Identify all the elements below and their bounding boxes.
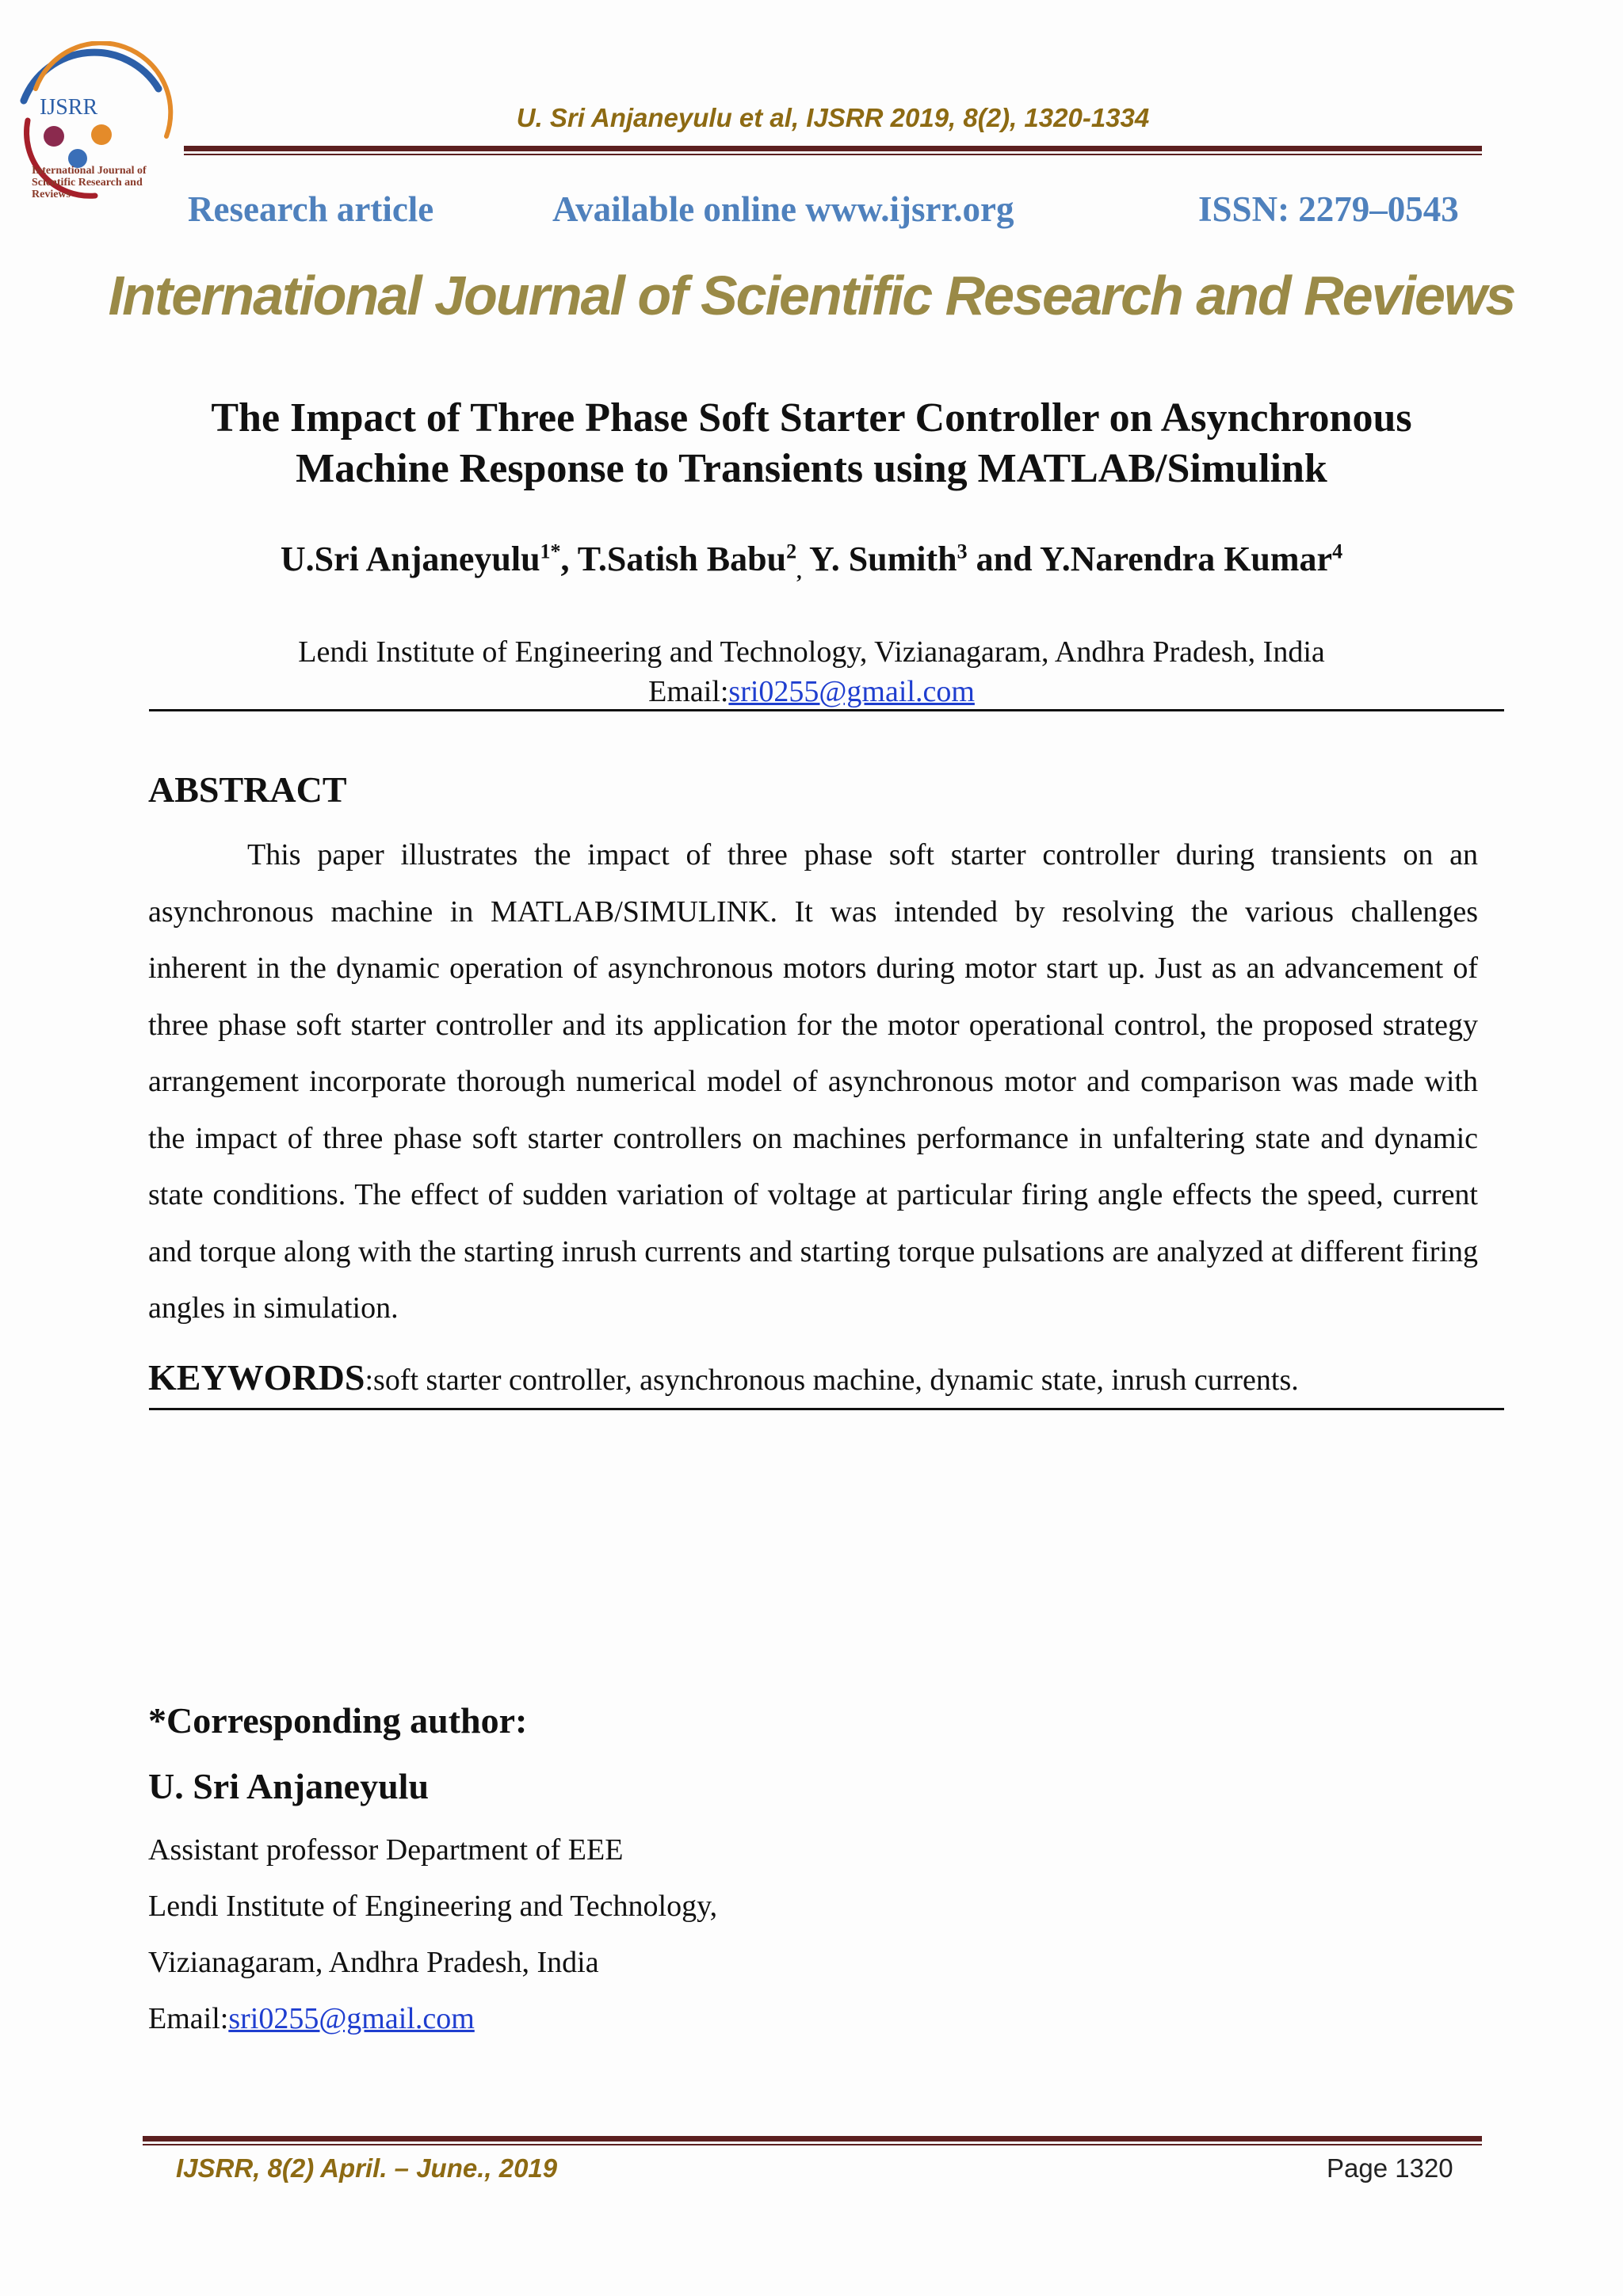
- corresponding-email-link[interactable]: sri0255@gmail.com: [228, 2002, 475, 2035]
- header-rule: [184, 146, 1482, 151]
- author-list: [119, 539, 1504, 584]
- affiliation-block: [119, 632, 1504, 711]
- corresponding-position: Assistant professor Department of EEE: [148, 1833, 624, 1867]
- article-type: Research article: [188, 189, 434, 229]
- logo-caption: International Journal of Scientific Research and Reviews: [32, 165, 147, 200]
- corresponding-location: Vizianagaram, Andhra Pradesh, India: [148, 1946, 599, 1979]
- paper-title-line-2: Machine Response to Transients using MATLAB/Simulink: [296, 446, 1327, 491]
- paper-title-line-1: The Impact of Three Phase Soft Starter Controller on Asynchronous: [211, 395, 1412, 441]
- header-rule-thin: [184, 154, 1482, 155]
- author-name: Y.Narendra Kumar: [1039, 540, 1333, 578]
- section-divider: [149, 1408, 1504, 1410]
- email-label: Email:: [648, 675, 729, 708]
- author-affiliation-mark: 4: [1332, 540, 1343, 563]
- author-separator: ,: [796, 559, 802, 583]
- running-header: U. Sri Anjaneyulu et al, IJSRR 2019, 8(2), 1320-1334: [516, 103, 1150, 132]
- corresponding-name: U. Sri Anjaneyulu: [148, 1766, 430, 1806]
- paper-title: [119, 393, 1504, 494]
- keywords: [148, 1356, 1503, 1398]
- logo-acronym: IJSRR: [40, 95, 98, 120]
- available-online[interactable]: Available online www.ijsrr.org: [552, 189, 1014, 229]
- author-separator: ,: [560, 540, 578, 578]
- issn: ISSN: 2279–0543: [1198, 189, 1459, 229]
- author-affiliation-mark: 3: [957, 540, 968, 563]
- footer-citation: IJSRR, 8(2) April. – June., 2019: [176, 2153, 558, 2183]
- author-email-link[interactable]: sri0255@gmail.com: [728, 675, 975, 708]
- footer-rule-thin: [143, 2144, 1482, 2145]
- page-number: Page 1320: [1327, 2153, 1453, 2183]
- abstract-body: This paper illustrates the impact of three phase soft starter controller during transients on an asynchronous machine in MATLAB/SIMULINK. It was intended by resolving the various challenges inherent in the dynamic operation of asynchronous motors during motor start up. Just as an advancement of three phase soft starter controller and its application for the motor operational control, the proposed strategy arrangement incorporate thorough numerical model of asynchronous motor and comparison was made with the impact of three phase soft starter controllers on machines performance in unfaltering state and dynamic state conditions. The effect of sudden variation of voltage at particular firing angle effects the speed, current and torque along with the starting inrush currents and starting torque pulsations are analyzed at different firing angles in simulation.: [148, 838, 1478, 1325]
- author-conjunction: and: [967, 540, 1040, 578]
- author-affiliation-mark: 1*: [540, 540, 561, 563]
- affiliation: Lendi Institute of Engineering and Technology, Vizianagaram, Andhra Pradesh, India: [298, 635, 1325, 669]
- author-name: Y. Sumith: [808, 540, 957, 578]
- author-name: U.Sri Anjaneyulu: [280, 540, 540, 578]
- corresponding-email-line: [148, 2001, 475, 2036]
- keywords-label: KEYWORDS: [148, 1357, 365, 1398]
- author-affiliation-mark: 2: [786, 540, 797, 563]
- corresponding-heading: *Corresponding author:: [148, 1700, 528, 1741]
- email-label: Email:: [148, 2002, 229, 2035]
- section-divider: [149, 709, 1504, 711]
- corresponding-institution: Lendi Institute of Engineering and Technology,: [148, 1890, 718, 1923]
- keywords-text: :soft starter controller, asynchronous machine, dynamic state, inrush currents.: [365, 1363, 1299, 1397]
- footer-rule: [143, 2136, 1482, 2142]
- journal-title: International Journal of Scientific Research and Reviews: [108, 265, 1515, 326]
- author-name: T.Satish Babu: [577, 540, 787, 578]
- author-email-line: [119, 672, 1504, 711]
- abstract-heading: ABSTRACT: [148, 769, 347, 810]
